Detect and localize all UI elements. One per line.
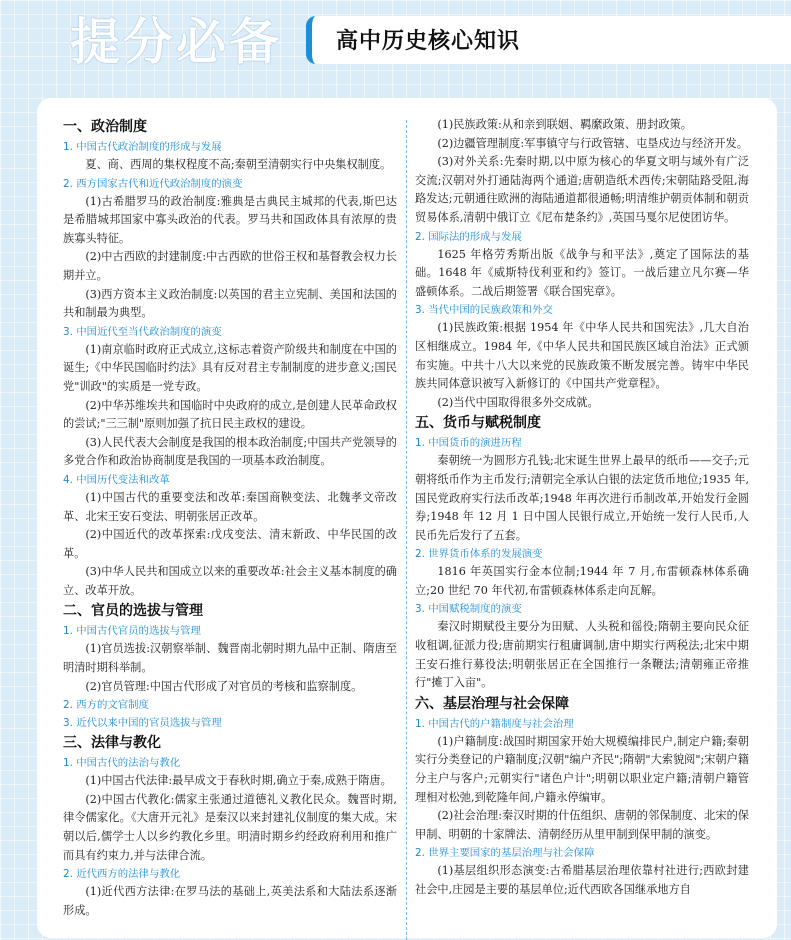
paragraph: (3)西方资本主义政治制度:以英国的君主立宪制、美国和法国的共和制最为典型。 xyxy=(63,287,397,320)
banner-subtitle-tab xyxy=(306,16,791,64)
subsection-heading: 4. 中国历代变法和改革 xyxy=(63,473,170,486)
subsection-heading: 1. 中国古代的法治与教化 xyxy=(63,757,181,770)
subsection-heading: 2. 世界主要国家的基层治理与社会保障 xyxy=(415,847,595,860)
paragraph: 秦汉时期赋役主要分为田赋、人头税和徭役;隋朝主要向民众征收租调,征派力役;唐前期实行租庸调制,唐中期实行两税法;北宋中期王安石推行募役法;明朝张居正在全国推行一条鞭法;清朝雍正帝推行"摊丁入亩"。 xyxy=(415,620,749,690)
paragraph: (1)古希腊罗马的政治制度:雅典是古典民主城邦的代表,斯巴达是希腊城邦国家中寡头政治的代表。罗马共和国政体具有浓厚的贵族寡头特征。 xyxy=(63,194,397,245)
section-heading: 二、官员的选拔与管理 xyxy=(63,603,203,620)
subsection-heading: 1. 中国古代的户籍制度与社会治理 xyxy=(415,717,574,730)
paragraph: (2)社会治理:秦汉时期的什伍组织、唐朝的邻保制度、北宋的保甲制、明朝的十家牌法、清朝经历从里甲制到保甲制的演变。 xyxy=(415,809,749,841)
paragraph: (2)中国古代教化:儒家主张通过道德礼义教化民众。魏晋时期,律令儒家化。《大唐开元礼》是秦汉以来封建礼仪制度的集大成。宋朝以后,儒学士人以乡约教化乡里。明清时期乡约经政府利用和推广而具有约束力,并与法律合流。 xyxy=(63,792,397,862)
paragraph: 1625 年格劳秀斯出版《战争与和平法》,奠定了国际法的基础。1648 年《威斯特伐利亚和约》签订。一战后建立凡尔赛—华盛顿体系。二战后期签署《联合国宪章》。 xyxy=(415,247,749,298)
banner-subtitle: 高中历史核心知识 xyxy=(336,29,521,54)
left-column xyxy=(63,116,397,920)
paragraph: (2)边疆管理制度:军事镇守与行政管辖、屯垦戍边与经济开发。 xyxy=(437,136,748,150)
paragraph: (1)基层组织形态演变:古希腊基层治理依靠村社进行;西欧封建社会中,庄园是主要的基层单位;近代西欧各国继承地方自 xyxy=(415,864,749,896)
paragraph: 1816 年英国实行金本位制;1944 年 7 月,布雷顿森林体系确立;20 世纪 70 年代初,布雷顿森林体系走向瓦解。 xyxy=(415,565,749,597)
subsection-heading: 1. 中国古代官员的选拔与管理 xyxy=(63,625,201,638)
paragraph: (1)民族政策:根据 1954 年《中华人民共和国宪法》,几大自治区相继成立。1984 年,《中华人民共和国民族区域自治法》正式颁布实施。中共十八大以来党的民族政策不断发展完善。铸牢中华民族共同体意识被写入新修订的《中国共产党章程》。 xyxy=(415,321,749,391)
subsection-heading: 2. 近代西方的法律与教化 xyxy=(63,868,181,881)
paragraph: (1)中国古代的重要变法和改革:秦国商鞅变法、北魏孝文帝改革、北宋王安石变法、明朝张居正改革。 xyxy=(63,490,397,523)
paragraph: (3)对外关系:先秦时期,以中原为核心的华夏文明与域外有广泛交流;汉朝对外打通陆海两个通道;唐朝造纸术西传;宋朝陆路受阻,海路发达;元朝通往欧洲的海陆通道都很通畅;明清维护朝贡体制和朝贡贸易体系,清朝中俄订立《尼布楚条约》,英国马戛尔尼使团访华。 xyxy=(415,155,749,224)
column-divider xyxy=(406,120,407,940)
subsection-heading: 3. 中国近代至当代政治制度的演变 xyxy=(63,325,222,338)
subsection-heading: 2. 世界货币体系的发展演变 xyxy=(415,548,543,561)
paragraph: (1)近代西方法律:在罗马法的基础上,英美法系和大陆法系逐渐形成。 xyxy=(63,885,397,917)
content-card xyxy=(37,98,777,938)
paragraph: (3)人民代表大会制度是我国的根本政治制度;中国共产党领导的多党合作和政治协商制度是我国的一项基本政治制度。 xyxy=(63,435,397,468)
paragraph: 夏、商、西周的集权程度不高;秦朝至清朝实行中央集权制度。 xyxy=(85,158,392,171)
section-heading: 六、基层治理与社会保障 xyxy=(415,695,569,712)
section-heading: 一、政治制度 xyxy=(63,119,147,135)
paragraph: (2)中华苏维埃共和国临时中央政府的成立,是创建人民革命政权的尝试;"三三制"原则加强了抗日民主政权的建设。 xyxy=(63,398,397,431)
subsection-heading: 3. 近代以来中国的官员选拔与管理 xyxy=(63,717,222,730)
paragraph: (2)中国近代的改革探索:戊戌变法、清末新政、中华民国的改革。 xyxy=(63,528,397,560)
paragraph: (2)中古西欧的封建制度:中古西欧的世俗王权和基督教会权力长期并立。 xyxy=(63,250,397,282)
paragraph: 秦朝统一为圆形方孔钱;北宋诞生世界上最早的纸币——交子;元朝将纸币作为主币发行;清朝完全承认白银的法定货币地位;1935 年,国民党政府实行法币改革;1948 年再次进行币制改革,开始发行金圆券;1948 年 12 月 1 日中国人民银行成立,开始统一发行人民币,人民币先后发行了五套。 xyxy=(415,454,749,542)
subsection-heading: 3. 中国赋税制度的演变 xyxy=(415,603,522,616)
subsection-heading: 2. 国际法的形成与发展 xyxy=(415,230,522,243)
paragraph: (1)南京临时政府正式成立,这标志着资产阶级共和制度在中国的诞生;《中华民国临时约法》具有反对君主专制制度的进步意义;国民党"训政"的实质是一党专政。 xyxy=(63,342,397,393)
paragraph: (3)中华人民共和国成立以来的重要改革:社会主义基本制度的确立、改革开放。 xyxy=(63,565,397,597)
section-heading: 五、货币与赋税制度 xyxy=(415,415,541,432)
paragraph: (1)民族政策:从和亲到联姻、羁縻政策、册封政策。 xyxy=(437,118,692,131)
section-heading: 三、法律与教化 xyxy=(63,735,161,752)
subsection-heading: 1. 中国古代政治制度的形成与发展 xyxy=(63,141,222,153)
banner-title: 提分必备 xyxy=(70,13,282,71)
subsection-heading: 3. 当代中国的民族政策和外交 xyxy=(415,304,553,317)
page-banner xyxy=(0,0,791,86)
subsection-heading: 2. 西方的文官制度 xyxy=(63,699,149,712)
paragraph: (2)当代中国取得很多外交成就。 xyxy=(437,395,599,409)
right-column xyxy=(415,116,749,900)
subsection-heading: 2. 西方国家古代和近代政治制度的演变 xyxy=(63,177,243,190)
paragraph: (1)户籍制度:战国时期国家开始大规模编排民户,制定户籍;秦朝实行分类登记的户籍制度;汉朝"编户齐民";隋朝"大索貌阅";宋朝户籍分主户与客户;元朝实行"诸色户计";明朝以职业定户籍;清朝户籍管理相对松弛,到乾隆年间,户籍永停编审。 xyxy=(415,734,749,804)
paragraph: (1)官员选拔:汉朝察举制、魏晋南北朝时期九品中正制、隋唐至明清时期科举制。 xyxy=(63,642,397,675)
subsection-heading: 1. 中国货币的演进历程 xyxy=(415,437,522,450)
paragraph: (2)官员管理:中国古代形成了对官员的考核和监察制度。 xyxy=(85,679,363,693)
paragraph: (1)中国古代法律:最早成文于春秋时期,确立于秦,成熟于隋唐。 xyxy=(85,774,392,788)
